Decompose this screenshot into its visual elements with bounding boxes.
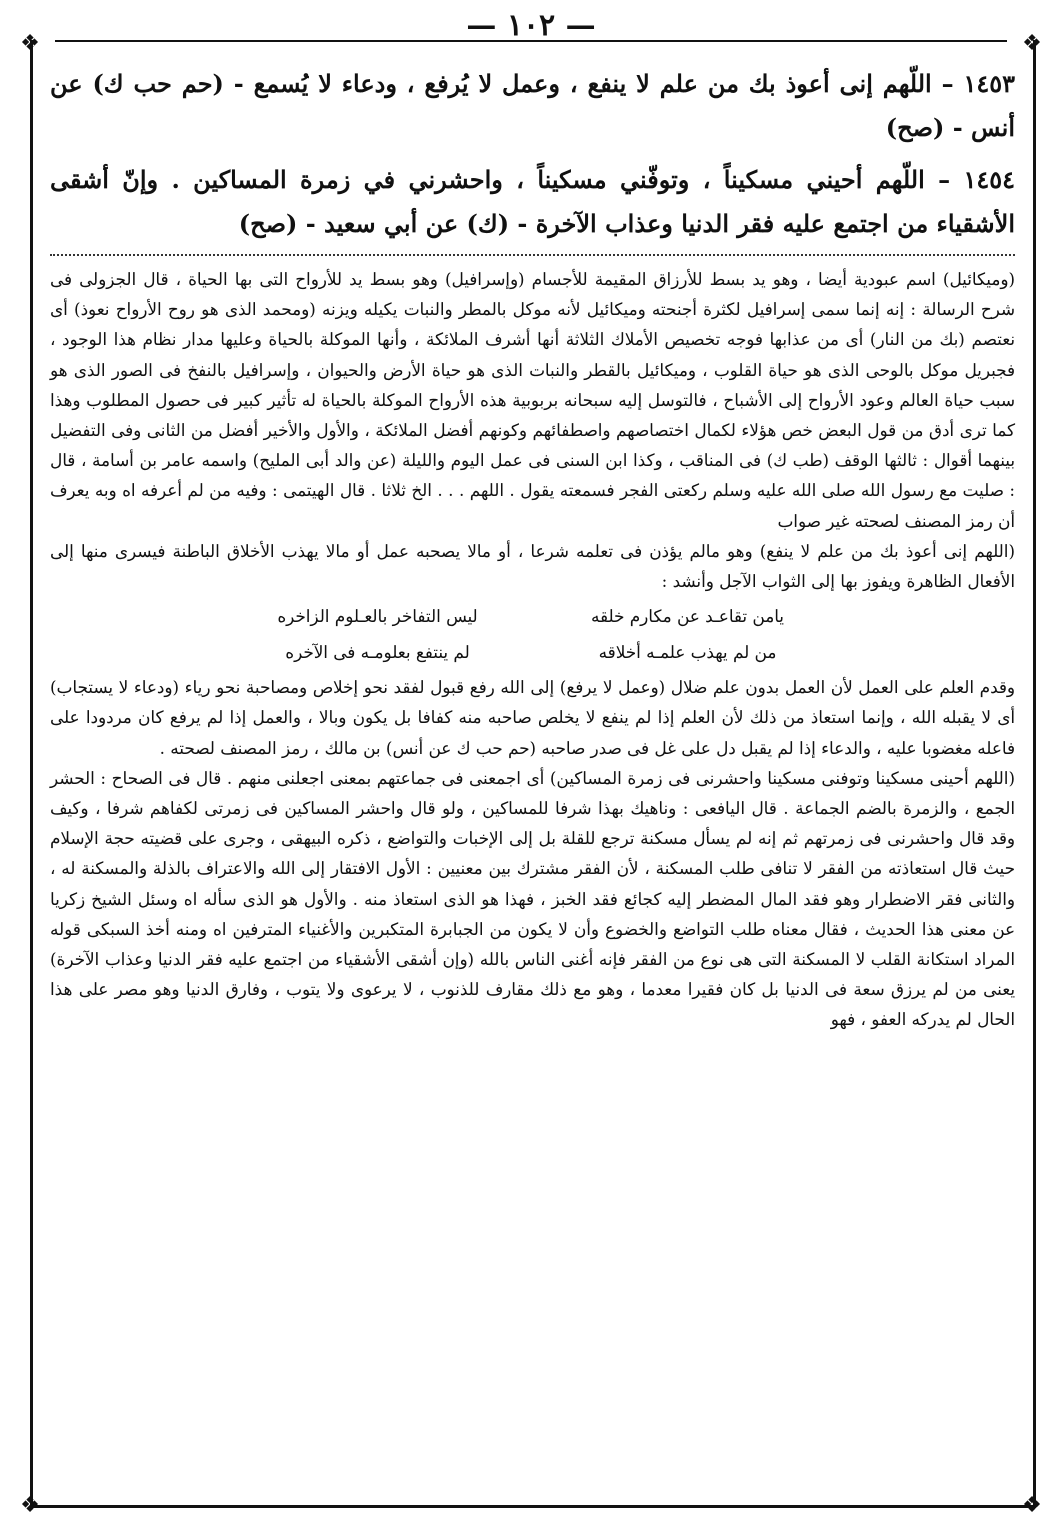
hadith-number: ١٤٥٣ xyxy=(963,69,1016,98)
dotted-divider xyxy=(50,254,1015,256)
hadith-number: ١٤٥٤ xyxy=(963,165,1015,194)
corner-ornament-icon: ❖ xyxy=(1022,31,1042,56)
page-content xyxy=(50,62,1015,1035)
commentary xyxy=(50,264,1015,1035)
hadith-text: – اللّهم إنى أعوذ بك من علم لا ينفع ، وعمل لا يُرفع ، ودعاء لا يُسمع - (حم حب ك) عن أنس - (صح) xyxy=(50,69,1015,142)
poem xyxy=(50,598,1015,670)
corner-ornament-icon: ❖ xyxy=(1022,1493,1042,1518)
verse-second-hemistich: لم ينتفع بعلومـه فى الآخره xyxy=(285,642,470,663)
page-number: — ١٠٢ — xyxy=(466,8,596,43)
poem-verse xyxy=(50,634,1015,670)
verse-first-hemistich: من لم يهذب علمـه أخلاقه xyxy=(598,642,777,663)
poem-verse xyxy=(50,598,1015,634)
corner-ornament-icon: ❖ xyxy=(20,1493,40,1518)
commentary-paragraph: (اللهم إنى أعوذ بك من علم لا ينفع) وهو مالم يؤذن فى تعلمه شرعا ، أو مالا يصحبه عمل أو مالا يهذب الأخلاق الباطنة فيسرى منها إلى الأفعال الظاهرة ويفوز بها إلى الثواب الآجل وأنشد : xyxy=(50,540,1015,592)
commentary-paragraph: (وميكائيل) اسم عبودية أيضا ، وهو يد بسط للأرزاق المقيمة للأجسام (وإسرافيل) وهو بسط يد للأرواح التى بها الحياة ، قال الجزولى فى شرح الرسالة : إنه إنما سمى إسرافيل لكثرة أجنحته وميكائيل لأنه موكل بالمطر والنبات يكيله ويزنه (ومحمد الذى هو روح الأرواح نعوذ) أى نعتصم (بك من النار) أى من عذابها فوجه تخصيص الأملاك الثلاثة أنها أشرف الملائكة ، وأنها الموكلة بالحياة وعليها مدار نظام هذا الوجود ، فجبريل موكل بالوحى الذى هو حياة القلوب ، وميكائيل بالقطر والنبات الذى هو حياة الأرض والحيوان ، وإسرافيل بالنفخ فى الصور الذى هو سبب حياة العالم وعود الأرواح إلى الأشباح ، فالتوسل إليه سبحانه بربوبية هذه الأرواح الموكلة بالحياة له تأثير كبير فى حصول المطلوب وهذا كما ترى أدق من قول البعض خص هؤلاء لكمال اختصاصهم واصطفائهم وكونهم أفضل الملائكة ، والأول والأخير أفضل من الثانى وفى التفضيل بينهما أقوال : ثالثها الوقف (طب ك) فى المناقب ، وكذا ابن السنى فى عمل اليوم والليلة (عن والد أبى المليح) واسمه عامر بن أسامة ، قال : صليت مع رسول الله صلى الله عليه وسلم ركعتى الفجر فسمعته يقول . اللهم . . . الخ ثلاثا . قال الهيتمى : وفيه من لم أعرفه اه وبه يعرف أن رمز المصنف لصحته غير صواب xyxy=(50,269,1015,531)
hadith-1453 xyxy=(50,62,1015,150)
hadith-1454 xyxy=(50,158,1015,246)
hadith-text: – اللّهم أحيني مسكيناً ، وتوفّني مسكيناً ، واحشرني في زمرة المساكين . وإنّ أشقى الأشقياء من اجتمع عليه فقر الدنيا وعذاب الآخرة - (ك) عن أبي سعيد - (صح) xyxy=(50,165,1015,238)
verse-first-hemistich: يامن تقاعـد عن مكارم خلقه xyxy=(591,606,784,627)
verse-second-hemistich: ليس التفاخر بالعـلوم الزاخره xyxy=(277,606,478,627)
corner-ornament-icon: ❖ xyxy=(20,31,40,56)
commentary-paragraph: (اللهم أحينى مسكينا وتوفنى مسكينا واحشرنى فى زمرة المساكين) أى اجمعنى فى جماعتهم بمعنى اجعلنى منهم . قال فى الصحاح : الحشر الجمع ، والزمرة بالضم الجماعة . قال اليافعى : وناهيك بهذا شرفا للمساكين ، ولو قال واحشر المساكين فى زمرتى لكفاهم شرفا ، وكيف وقد قال واحشرنى فى زمرتهم ثم إنه لم يسأل مسكنة ترجع للقلة بل إلى الإخبات والتواضع ، ذكره البيهقى ، وجرى على قضيته حجة الإسلام حيث قال استعاذته من الفقر لا تنافى طلب المسكنة ، لأن الفقر مشترك بين معنيين : الأول الافتقار إلى الله والاعتراف بالذلة والمسكنة له ، والثانى فقر الاضطرار وهو فقد المال المضطر إليه كجائع فقد الخبز ، فهذا هو الذى استعاذ منه . والأول هو الذى سأله اه وسئل الشيخ زكريا عن معنى هذا الحديث ، فقال معناه طلب التواضع والخضوع وأن لا يكون من الجبابرة المتكبرين والأغنياء المترفين اه ومنه أخذ السبكى قوله المراد استكانة القلب لا المسكنة التى هى نوع من الفقر فإنه أغنى الناس بالله (وإن أشقى الأشقياء من اجتمع عليه فقر الدنيا وعذاب الآخرة) يعنى من لم يرزق سعة فى الدنيا بل كان فقيرا معدما ، وهو مع ذلك مقارف للذنوب ، لا يرعوى ولا يتوب ، وفارق الدنيا وهو مصر على هذا الحال لم يدركه العفو ، فهو xyxy=(50,767,1015,1030)
commentary-paragraph: وقدم العلم على العمل لأن العمل بدون علم ضلال (وعمل لا يرفع) إلى الله رفع قبول لفقد نحو إخلاص ومصاحبة نحو رياء (ودعاء لا يستجاب) أى لا يقبله الله ، وإنما استعاذ من ذلك لأن العلم إذا لم ينفع لا يخلص صاحبه منه كفافا بل يكون وبالا ، والعمل إذا لم يرفع كان مردودا على فاعله مغضوبا عليه ، والدعاء إذا لم يقبل دل على غل فى صدر صاحبه (حم حب ك عن أنس) بن مالك ، رمز المصنف لصحته . xyxy=(50,677,1015,758)
